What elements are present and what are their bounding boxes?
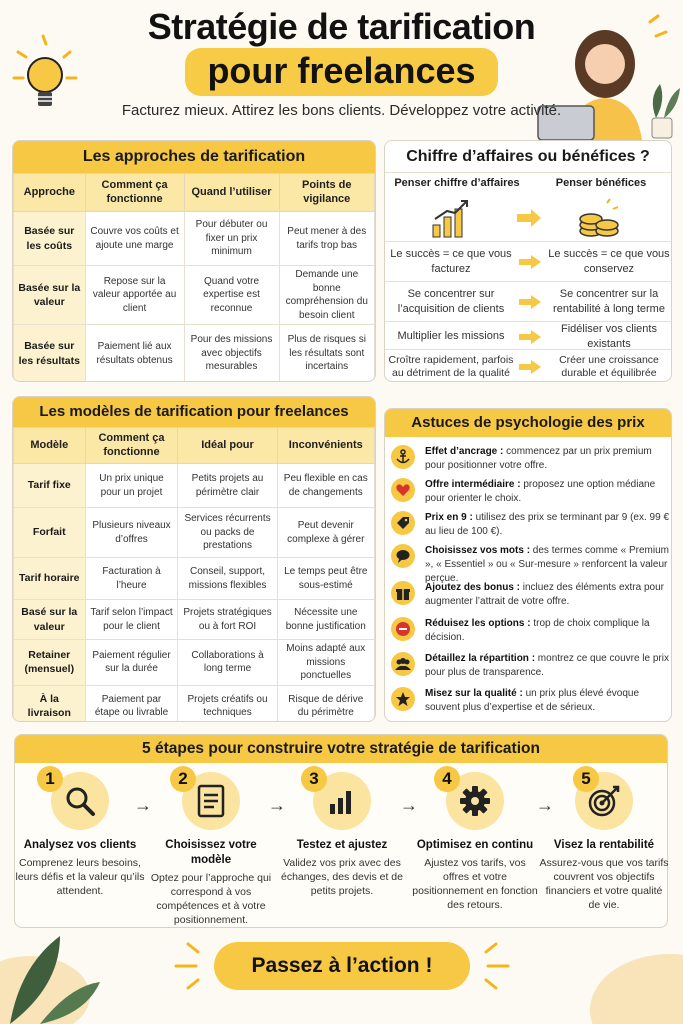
table-row bbox=[14, 508, 375, 558]
revenue-row bbox=[385, 349, 672, 382]
column-header: Approche bbox=[14, 174, 86, 212]
tip-title: Détaillez la répartition : bbox=[425, 653, 536, 664]
tip-item bbox=[391, 687, 669, 715]
step-description: Comprenez leurs besoins, leurs défis et la valeur qu’ils attendent. bbox=[15, 856, 145, 898]
growth-chart-icon bbox=[431, 197, 471, 239]
row-header: Basée sur la valeur bbox=[14, 266, 86, 325]
arrow-right-icon: → bbox=[134, 795, 152, 815]
tip-item bbox=[391, 478, 669, 506]
sparkle-lines-right bbox=[472, 938, 512, 994]
tip-title: Réduisez les options : bbox=[425, 618, 531, 629]
tips-title: Astuces de psychologie des prix bbox=[385, 409, 671, 437]
table-cell: Peut mener à des tarifs trop bas bbox=[279, 212, 374, 266]
revenue-right-header: Penser bénéfices bbox=[555, 177, 647, 189]
step-item bbox=[410, 769, 540, 913]
step-item bbox=[15, 769, 145, 898]
approaches-card bbox=[12, 140, 376, 382]
profit-cell: Fidéliser vos clients existants bbox=[561, 322, 657, 350]
tip-text: proposez une option médiane pour orienter le choix. bbox=[425, 479, 656, 504]
step-number: 3 bbox=[301, 766, 327, 792]
anchor-icon bbox=[391, 445, 415, 469]
table-cell: Pour des missions avec objectifs mesurables bbox=[184, 325, 279, 383]
step-title: Optimisez en continu bbox=[416, 839, 534, 851]
table-row bbox=[14, 600, 375, 640]
row-header: Basé sur la valeur bbox=[14, 600, 86, 640]
column-header: Quand l’utiliser bbox=[184, 174, 279, 212]
speech-bubble-icon bbox=[391, 544, 415, 568]
table-cell: Facturation à l’heure bbox=[85, 558, 178, 600]
row-header: À la livraison bbox=[14, 685, 86, 722]
table-row bbox=[14, 685, 375, 722]
table-row bbox=[14, 266, 375, 325]
tip-text: des termes comme « Premium », « Essentiel » ou « Sur-mesure » renforcent la valeur perçue. bbox=[425, 545, 669, 584]
arrow-right-icon: → bbox=[536, 795, 554, 815]
table-cell: Nécessite une bonne justification bbox=[277, 600, 374, 640]
row-header: Basée sur les coûts bbox=[14, 212, 86, 266]
heart-icon bbox=[391, 478, 415, 502]
tips-card bbox=[384, 408, 672, 722]
revenue-row bbox=[385, 281, 672, 321]
arrow-right-icon: → bbox=[268, 795, 286, 815]
tip-title: Offre intermédiaire : bbox=[425, 479, 521, 490]
profit-cell: Se concentrer sur la rentabilité à long terme bbox=[553, 287, 665, 315]
step-title: Testez et ajustez bbox=[296, 839, 388, 851]
tip-item bbox=[391, 581, 669, 609]
tip-text: trop de choix complique la décision. bbox=[425, 618, 650, 643]
column-header: Modèle bbox=[14, 428, 86, 464]
tip-text: utilisez des prix se terminant par 9 (ex. 99 € au lieu de 100 €). bbox=[425, 512, 670, 537]
table-header-row bbox=[14, 428, 375, 464]
table-cell: Paiement régulier sur la durée bbox=[85, 640, 178, 686]
people-icon bbox=[391, 652, 415, 676]
revenue-cell: Se concentrer sur l’acquisition de clients bbox=[397, 287, 505, 315]
page-title-highlight: pour freelances bbox=[185, 48, 497, 96]
table-row bbox=[14, 212, 375, 266]
row-header: Basée sur les résultats bbox=[14, 325, 86, 383]
minus-circle-icon bbox=[391, 617, 415, 641]
table-row bbox=[14, 325, 375, 383]
table-cell: Paiement lié aux résultats obtenus bbox=[85, 325, 184, 383]
tip-title: Effet d’ancrage : bbox=[425, 446, 504, 457]
arrow-right-icon bbox=[517, 358, 543, 376]
table-cell: Tarif selon l’impact pour le client bbox=[85, 600, 178, 640]
step-item bbox=[146, 769, 276, 928]
table-cell: Plusieurs niveaux d’offres bbox=[85, 508, 178, 558]
revenue-card bbox=[384, 140, 672, 382]
column-header: Idéal pour bbox=[178, 428, 277, 464]
revenue-row bbox=[385, 321, 672, 351]
step-number: 4 bbox=[434, 766, 460, 792]
revenue-cell: Le succès = ce que vous facturez bbox=[390, 247, 512, 275]
approaches-title: Les approches de tarification bbox=[13, 141, 375, 173]
table-cell: Paiement par étape ou livrable bbox=[85, 685, 178, 722]
column-header: Comment ça fonctionne bbox=[85, 428, 178, 464]
table-cell: Quand votre expertise est reconnue bbox=[184, 266, 279, 325]
profit-cell: Le succès = ce que vous conservez bbox=[548, 247, 670, 275]
arrow-right-icon bbox=[517, 328, 543, 346]
arrow-right-icon bbox=[515, 207, 543, 229]
step-number: 1 bbox=[37, 766, 63, 792]
tip-text: commencez par un prix premium pour positionner votre offre. bbox=[425, 446, 652, 471]
table-cell: Collaborations à long terme bbox=[178, 640, 277, 686]
steps-title: 5 étapes pour construire votre stratégie de tarification bbox=[15, 735, 667, 763]
step-description: Assurez-vous que vos tarifs couvrent vos objectifs financiers et votre qualité de vie. bbox=[539, 856, 669, 912]
table-row bbox=[14, 464, 375, 508]
coins-icon bbox=[577, 197, 621, 239]
column-header: Comment ça fonctionne bbox=[85, 174, 184, 212]
star-icon bbox=[391, 687, 415, 711]
page-title: Stratégie de tarification bbox=[147, 6, 536, 47]
arrow-right-icon bbox=[517, 253, 543, 271]
table-header-row bbox=[14, 174, 375, 212]
step-number: 2 bbox=[170, 766, 196, 792]
column-header: Inconvénients bbox=[277, 428, 374, 464]
step-title: Visez la rentabilité bbox=[553, 839, 655, 851]
table-cell: Peut devenir complexe à gérer bbox=[277, 508, 374, 558]
revenue-row bbox=[385, 241, 672, 281]
table-cell: Le temps peut être sous-estimé bbox=[277, 558, 374, 600]
step-number: 5 bbox=[573, 766, 599, 792]
table-cell: Peu flexible en cas de changements bbox=[277, 464, 374, 508]
tip-title: Misez sur la qualité : bbox=[425, 688, 523, 699]
models-table bbox=[13, 427, 375, 722]
models-card bbox=[12, 396, 376, 722]
row-header: Retainer (mensuel) bbox=[14, 640, 86, 686]
table-row bbox=[14, 640, 375, 686]
tip-text: un prix plus élevé évoque souvent plus d’expertise et de sérieux. bbox=[425, 688, 639, 713]
table-cell: Projets créatifs ou techniques bbox=[178, 685, 277, 722]
table-cell: Repose sur la valeur apportée au client bbox=[85, 266, 184, 325]
table-cell: Risque de dérive du périmètre bbox=[277, 685, 374, 722]
step-description: Ajustez vos tarifs, vos offres et votre positionnement en fonction des retours. bbox=[412, 856, 538, 912]
tip-title: Ajoutez des bonus : bbox=[425, 582, 520, 593]
tip-title: Prix en 9 : bbox=[425, 512, 473, 523]
sparkle-lines-left bbox=[172, 938, 212, 994]
revenue-title: Chiffre d’affaires ou bénéfices ? bbox=[385, 141, 671, 173]
step-item bbox=[277, 769, 407, 898]
tip-item bbox=[391, 617, 669, 645]
table-row bbox=[14, 558, 375, 600]
column-header: Points de vigilance bbox=[279, 174, 374, 212]
table-cell: Conseil, support, missions flexibles bbox=[178, 558, 277, 600]
arrow-right-icon: → bbox=[400, 795, 418, 815]
table-cell: Plus de risques si les résultats sont incertains bbox=[279, 325, 374, 383]
revenue-cell: Croître rapidement, parfois au détriment de la qualité bbox=[388, 353, 514, 379]
step-item bbox=[539, 769, 669, 913]
table-cell: Projets stratégiques ou à fort ROI bbox=[178, 600, 277, 640]
tip-item bbox=[391, 544, 669, 586]
tip-text: montrez ce que couvre le prix pour plus de transparence. bbox=[425, 653, 669, 678]
price-tag-icon bbox=[391, 511, 415, 535]
step-title: Analysez vos clients bbox=[23, 839, 137, 851]
page-title-highlight-wrap bbox=[0, 48, 683, 96]
tip-item bbox=[391, 652, 669, 680]
approaches-table bbox=[13, 173, 375, 382]
step-title: Choisissez votre modèle bbox=[165, 839, 257, 866]
tip-title: Choisissez vos mots : bbox=[425, 545, 531, 556]
table-cell: Petits projets au périmètre clair bbox=[178, 464, 277, 508]
tip-item bbox=[391, 445, 669, 473]
corner-blob bbox=[560, 930, 683, 1024]
table-cell: Pour débuter ou fixer un prix minimum bbox=[184, 212, 279, 266]
revenue-left-header: Penser chiffre d’affaires bbox=[394, 177, 520, 189]
tip-text: incluez des éléments extra pour augmenter l’attrait de votre offre. bbox=[425, 582, 664, 607]
models-title: Les modèles de tarification pour freelances bbox=[13, 397, 375, 427]
row-header: Tarif horaire bbox=[14, 558, 86, 600]
row-header: Forfait bbox=[14, 508, 86, 558]
step-description: Validez vos prix avec des échanges, des devis et de petits projets. bbox=[280, 856, 403, 898]
revenue-cell: Multiplier les missions bbox=[397, 330, 505, 343]
tip-item bbox=[391, 511, 669, 539]
step-description: Optez pour l’approche qui correspond à vos compétences et à votre positionnement. bbox=[150, 871, 272, 927]
table-cell: Services récurrents ou packs de prestations bbox=[178, 508, 277, 558]
table-cell: Demande une bonne compréhension du besoin client bbox=[279, 266, 374, 325]
cta-button[interactable]: Passez à l’action ! bbox=[214, 942, 470, 990]
row-header: Tarif fixe bbox=[14, 464, 86, 508]
profit-cell: Créer une croissance durable et équilibrée bbox=[559, 353, 659, 379]
gift-icon bbox=[391, 581, 415, 605]
table-cell: Moins adapté aux missions ponctuelles bbox=[277, 640, 374, 686]
arrow-right-icon bbox=[517, 293, 543, 311]
table-cell: Couvre vos coûts et ajoute une marge bbox=[85, 212, 184, 266]
table-cell: Un prix unique pour un projet bbox=[85, 464, 178, 508]
page-subtitle: Facturez mieux. Attirez les bons clients. Développez votre activité. bbox=[121, 102, 562, 119]
